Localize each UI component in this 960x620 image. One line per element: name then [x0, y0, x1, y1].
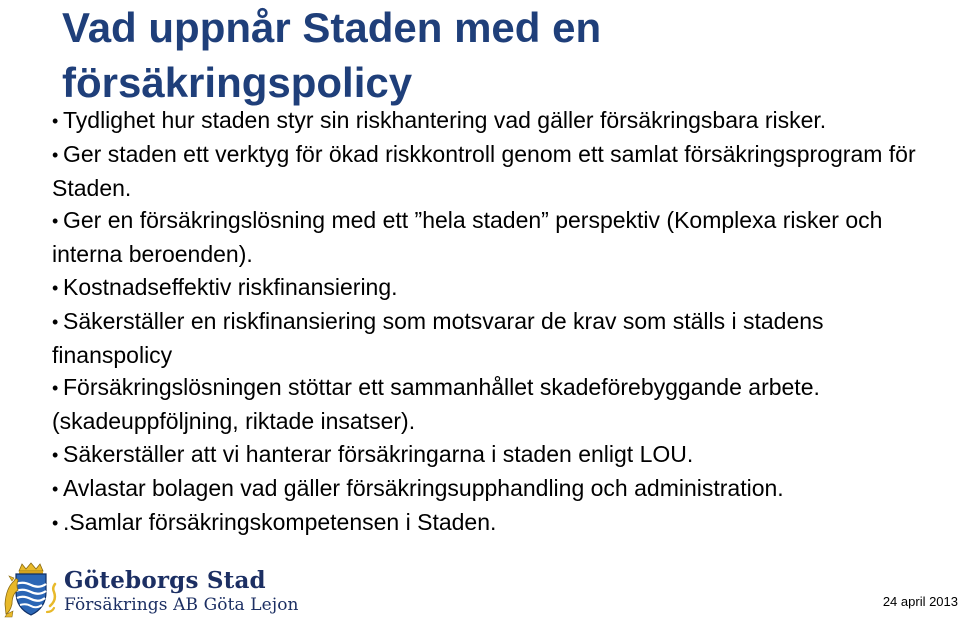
bullet-item [52, 271, 932, 305]
brand-name: Göteborgs Stad [64, 567, 266, 594]
bullet-icon: • [52, 211, 59, 232]
bullet-text: Avlastar bolagen vad gäller försäkringsupphandling och administration. [63, 474, 784, 501]
bullet-item [52, 472, 932, 506]
bullet-icon: • [52, 111, 59, 131]
bullet-text: Kostnadseffektiv riskfinansiering. [63, 273, 398, 300]
bullet-item [52, 506, 932, 540]
bullet-item [52, 104, 932, 138]
bullet-item [52, 138, 932, 205]
bullet-text: Säkerställer en riskfinansiering som motsvarar de krav som ställs i stadens finanspolicy [52, 307, 824, 368]
bullet-text: Försäkringslösningen stöttar ett sammanhållet skadeförebyggande arbete. (skadeuppföljning, riktade insatser). [52, 374, 820, 435]
bullet-text: Säkerställer att vi hanterar försäkringarna i staden enligt LOU. [63, 440, 694, 467]
organization-brand [64, 568, 299, 616]
bullet-icon: • [52, 311, 59, 332]
bullet-list [52, 104, 932, 539]
bullet-icon: • [52, 512, 59, 533]
bullet-icon: • [52, 277, 59, 298]
slide-title: Vad uppnår Staden med en försäkringspolicy [62, 4, 602, 106]
gothenburg-coat-of-arms-icon [4, 562, 58, 618]
bullet-icon: • [52, 444, 59, 465]
bullet-icon: • [52, 378, 59, 399]
bullet-icon: • [52, 478, 59, 499]
bullet-text: Ger staden ett verktyg för ökad riskkontroll genom ett samlat försäkringsprogram för Staden. [52, 140, 916, 201]
bullet-text: .Samlar försäkringskompetensen i Staden. [63, 508, 497, 535]
brand-subtitle: Försäkrings AB Göta Lejon [64, 595, 299, 615]
bullet-text: Ger en försäkringslösning med ett ”hela staden” perspektiv (Komplexa risker och interna beroenden). [52, 207, 883, 268]
bullet-item [52, 371, 932, 438]
bullet-text: Tydlighet hur staden styr sin riskhantering vad gäller försäkringsbara risker. [63, 107, 827, 133]
slide-date: 24 april 2013 [882, 594, 958, 609]
bullet-icon: • [52, 144, 59, 165]
bullet-item [52, 305, 932, 372]
bullet-item [52, 438, 932, 472]
bullet-item [52, 204, 932, 271]
